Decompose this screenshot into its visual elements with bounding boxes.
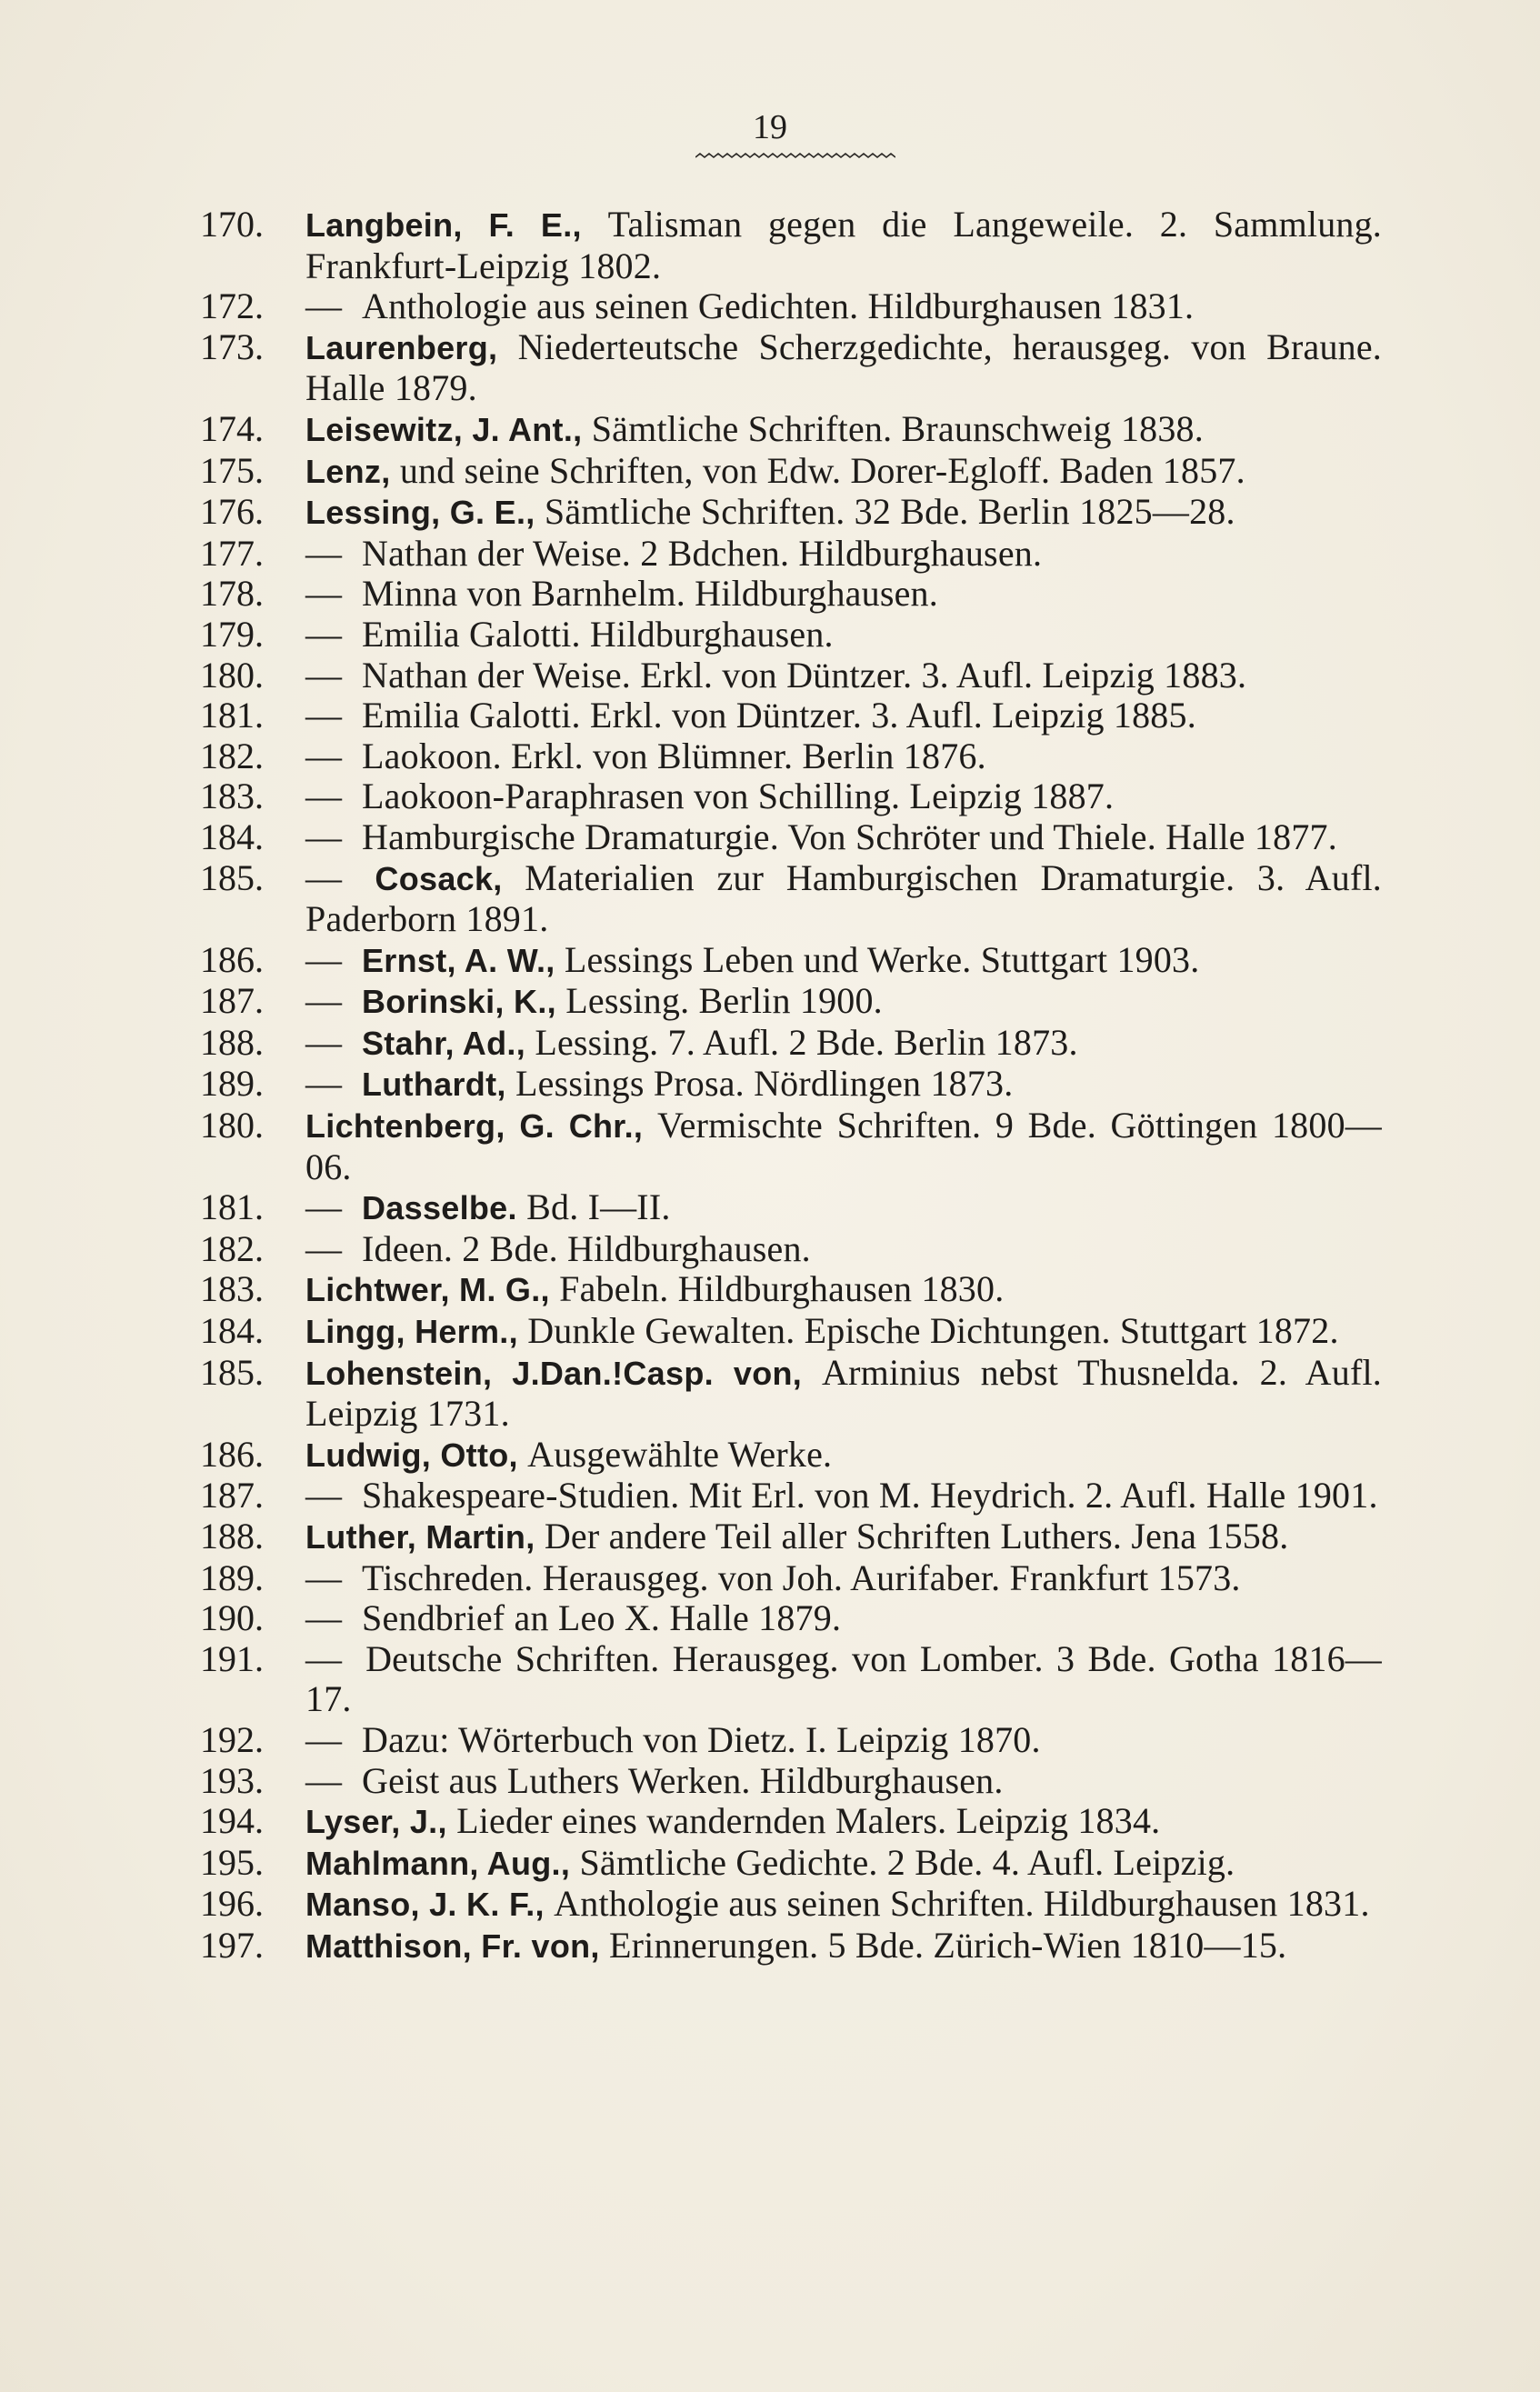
entry-text: Der andere Teil aller Schriften Luthers. Jena 1558. (544, 1516, 1289, 1556)
entry-number: 179. (200, 613, 264, 655)
bibliography-entry (200, 1926, 1382, 1967)
bibliography-entry (200, 327, 1382, 409)
entry-text: Minna von Barnhelm. Hildburghausen. (362, 573, 938, 615)
wavy-rule-ornament (695, 153, 895, 162)
entry-text: Sämtliche Gedichte. 2 Bde. 4. Aufl. Leipzig. (579, 1841, 1235, 1883)
bibliography-entry (200, 409, 1382, 451)
bibliography-entry (200, 817, 1382, 858)
bibliography-entry (200, 1187, 1382, 1229)
entry-text: Lieder eines wandernden Malers. Leipzig 1834. (456, 1800, 1161, 1842)
ditto-dash: — (305, 695, 342, 736)
entry-number: 182. (200, 1227, 264, 1269)
entry-author: Ernst, A. W., (362, 941, 565, 979)
bibliography-entry (200, 656, 1382, 696)
entry-number: 181. (200, 695, 264, 736)
entry-text: Bd. I—II. (526, 1186, 671, 1228)
ditto-dash: — (305, 1597, 342, 1639)
entry-text: Sämtliche Schriften. 32 Bde. Berlin 1825—28. (544, 491, 1235, 533)
ditto-dash: — (305, 1475, 342, 1516)
bibliography-entry (200, 736, 1382, 777)
entry-text: Nathan der Weise. 2 Bdchen. Hildburghausen. (362, 532, 1043, 574)
ditto-dash: — (305, 573, 342, 615)
entry-number: 184. (200, 816, 264, 857)
entry-text: Laokoon. Erkl. von Blümner. Berlin 1876. (362, 735, 986, 776)
entry-number: 178. (200, 573, 264, 615)
bibliography-entry (200, 1476, 1382, 1516)
bibliography-entry (200, 1516, 1382, 1558)
bibliography-entry (200, 1843, 1382, 1885)
ditto-dash: — (305, 1637, 342, 1679)
entry-author: Lichtenberg, G. Chr., (305, 1107, 657, 1146)
entry-number: 190. (200, 1597, 264, 1639)
page-number: 19 (753, 108, 787, 146)
bibliography-entry (200, 1558, 1382, 1599)
bibliography-entry (200, 1801, 1382, 1843)
bibliography-entry (200, 615, 1382, 656)
entry-text: Materialien zur Hamburgischen Dramaturgie. 3. Aufl. Paderborn 1891. (305, 856, 1382, 940)
ditto-dash: — (305, 654, 342, 696)
entry-number: 193. (200, 1759, 264, 1801)
entry-number: 194. (200, 1800, 264, 1842)
entry-number: 196. (200, 1883, 264, 1925)
ditto-dash: — (305, 1227, 342, 1269)
entry-number: 186. (200, 1433, 264, 1475)
bibliography-entry (200, 1106, 1382, 1187)
bibliography-entry (200, 1884, 1382, 1926)
bibliography-entry (200, 776, 1382, 817)
entry-text: Ausgewählte Werke. (527, 1433, 833, 1475)
entry-text: Erinnerungen. 5 Bde. Zürich-Wien 1810—15. (609, 1924, 1287, 1966)
entry-author: Lyser, J., (305, 1803, 457, 1841)
entry-number: 195. (200, 1841, 264, 1883)
entry-author: Leisewitz, J. Ant., (305, 410, 592, 448)
entry-text: Lessing. Berlin 1900. (565, 980, 883, 1022)
bibliography-entry (200, 940, 1382, 982)
entry-number: 197. (200, 1924, 264, 1966)
entry-number: 175. (200, 449, 264, 491)
bibliography-entry (200, 1598, 1382, 1639)
bibliography-entry (200, 534, 1382, 575)
ditto-dash: — (305, 1186, 342, 1228)
entry-author: Mahlmann, Aug., (305, 1844, 580, 1882)
entry-number: 180. (200, 1105, 264, 1146)
bibliography-entry (200, 1761, 1382, 1802)
entry-text: Sämtliche Schriften. Braunschweig 1838. (591, 407, 1204, 449)
entry-text: Arminius nebst Thusnelda. 2. Aufl. Leipzig 1731. (305, 1351, 1382, 1435)
bibliography-list (200, 205, 1382, 1967)
ditto-dash: — (305, 1063, 342, 1105)
entry-author: Langbein, F. E., (305, 206, 608, 244)
entry-text: Ideen. 2 Bde. Hildburghausen. (362, 1227, 811, 1269)
entry-number: 189. (200, 1063, 264, 1105)
bibliography-entry (200, 696, 1382, 736)
entry-text: Emilia Galotti. Erkl. von Düntzer. 3. Aufl. Leipzig 1885. (362, 695, 1196, 736)
bibliography-entry (200, 451, 1382, 493)
ditto-dash: — (305, 980, 342, 1022)
ditto-dash: — (305, 1718, 342, 1760)
bibliography-entry (200, 205, 1382, 286)
entry-text: Deutsche Schriften. Herausgeg. von Lomber. 3 Bde. Gotha 1816—17. (305, 1637, 1382, 1720)
ditto-dash: — (305, 1556, 342, 1598)
entry-text: Anthologie aus seinen Gedichten. Hildburghausen 1831. (362, 285, 1195, 327)
bibliography-entry (200, 1353, 1382, 1435)
entry-number: 191. (200, 1637, 264, 1679)
bibliography-entry (200, 981, 1382, 1023)
entry-text: Tischreden. Herausgeg. von Joh. Aurifaber. Frankfurt 1573. (362, 1556, 1241, 1598)
bibliography-entry (200, 1064, 1382, 1106)
entry-author: Borinski, K., (362, 983, 566, 1021)
entry-number: 188. (200, 1516, 264, 1556)
bibliography-entry (200, 1311, 1382, 1353)
bibliography-entry (200, 492, 1382, 534)
entry-author: Cosack, (375, 859, 525, 897)
entry-number: 177. (200, 532, 264, 574)
entry-text: Lessings Leben und Werke. Stuttgart 1903. (564, 938, 1200, 980)
entry-number: 183. (200, 776, 264, 817)
entry-number: 185. (200, 1351, 264, 1393)
ditto-dash: — (305, 1759, 342, 1801)
entry-text: Laokoon-Paraphrasen von Schilling. Leipzig 1887. (362, 776, 1115, 817)
entry-number: 187. (200, 980, 264, 1022)
ditto-dash: — (305, 285, 342, 327)
entry-text: Shakespeare-Studien. Mit Erl. von M. Heydrich. 2. Aufl. Halle 1901. (362, 1475, 1378, 1516)
entry-text: Fabeln. Hildburghausen 1830. (559, 1268, 1005, 1310)
entry-text: Lessing. 7. Aufl. 2 Bde. Berlin 1873. (535, 1021, 1078, 1063)
entry-author: Stahr, Ad., (362, 1024, 535, 1062)
entry-number: 180. (200, 654, 264, 696)
entry-text: Niederteutsche Scherzgedichte, herausgeg. von Braune. Halle 1879. (305, 325, 1382, 409)
entry-text: Emilia Galotti. Hildburghausen. (362, 613, 834, 655)
entry-number: 181. (200, 1186, 264, 1228)
ditto-dash: — (305, 1021, 342, 1063)
entry-text: Vermischte Schriften. 9 Bde. Göttingen 1800—06. (305, 1105, 1382, 1187)
ditto-dash: — (305, 735, 342, 776)
entry-author: Dasselbe. (362, 1189, 527, 1227)
entry-author: Lessing, G. E., (305, 494, 545, 532)
ditto-dash: — (305, 816, 342, 857)
entry-author: Lenz, (305, 452, 400, 490)
entry-number: 189. (200, 1556, 264, 1598)
bibliography-entry (200, 1720, 1382, 1761)
entry-author: Luther, Martin, (305, 1518, 545, 1556)
entry-author: Laurenberg, (305, 328, 518, 366)
entry-author: Lingg, Herm., (305, 1313, 528, 1351)
entry-text: Geist aus Luthers Werken. Hildburghausen. (362, 1759, 1004, 1801)
entry-author: Lohenstein, J.Dan.!Casp. von, (305, 1354, 823, 1392)
bibliography-entry (200, 1639, 1382, 1720)
entry-text: Hamburgische Dramaturgie. Von Schröter und Thiele. Halle 1877. (362, 816, 1337, 857)
bibliography-entry (200, 574, 1382, 615)
entry-author: Luthardt, (362, 1066, 515, 1104)
entry-number: 184. (200, 1310, 264, 1352)
entry-number: 174. (200, 407, 264, 449)
ditto-dash: — (305, 776, 342, 817)
bibliography-entry (200, 1269, 1382, 1311)
entry-number: 188. (200, 1021, 264, 1063)
entry-number: 185. (200, 856, 264, 898)
entry-number: 170. (200, 204, 264, 245)
entry-text: und seine Schriften, von Edw. Dorer-Egloff. Baden 1857. (399, 449, 1245, 491)
bibliography-entry (200, 1435, 1382, 1476)
ditto-dash: — (305, 856, 342, 898)
entry-number: 172. (200, 285, 264, 327)
entry-number: 187. (200, 1475, 264, 1516)
ditto-dash: — (305, 613, 342, 655)
entry-author: Manso, J. K. F., (305, 1886, 555, 1924)
entry-number: 176. (200, 491, 264, 533)
entry-number: 186. (200, 938, 264, 980)
entry-number: 183. (200, 1268, 264, 1310)
bibliography-entry (200, 1023, 1382, 1065)
entry-number: 182. (200, 735, 264, 776)
bibliography-entry (200, 286, 1382, 327)
entry-text: Lessings Prosa. Nördlingen 1873. (515, 1063, 1014, 1105)
entry-text: Anthologie aus seinen Schriften. Hildburghausen 1831. (554, 1883, 1370, 1925)
ditto-dash: — (305, 938, 342, 980)
entry-number: 192. (200, 1718, 264, 1760)
entry-text: Dunkle Gewalten. Epische Dichtungen. Stuttgart 1872. (527, 1310, 1339, 1352)
ditto-dash: — (305, 532, 342, 574)
entry-author: Lichtwer, M. G., (305, 1271, 560, 1309)
entry-number: 173. (200, 325, 264, 367)
bibliography-entry (200, 858, 1382, 940)
entry-text: Nathan der Weise. Erkl. von Düntzer. 3. Aufl. Leipzig 1883. (362, 654, 1247, 696)
entry-author: Ludwig, Otto, (305, 1436, 528, 1474)
bibliography-entry (200, 1229, 1382, 1270)
entry-text: Dazu: Wörterbuch von Dietz. I. Leipzig 1870. (362, 1718, 1041, 1760)
entry-author: Matthison, Fr. von, (305, 1927, 610, 1965)
entry-text: Sendbrief an Leo X. Halle 1879. (362, 1597, 842, 1639)
entry-text: Talisman gegen die Langeweile. 2. Sammlung. Frankfurt-Leipzig 1802. (305, 204, 1383, 286)
